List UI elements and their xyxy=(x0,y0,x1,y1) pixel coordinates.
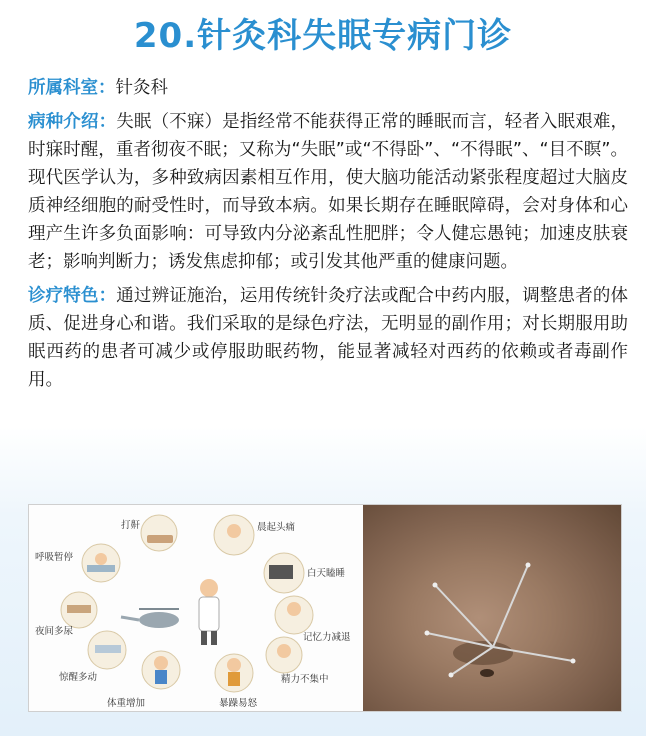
label-dreamy-wake: 惊醒多动 xyxy=(59,672,98,683)
features-text: 通过辨证施治，运用传统针灸疗法或配合中药内服，调整患者的体质、促进身心和谐。我们采取的是绿色疗法，无明显的副作用；对长期服用助眠西药的患者可减少或停服助眠药物，能显著减轻对西药的依赖或者毒副作用。 xyxy=(28,286,629,390)
label-irritable: 暴躁易怒 xyxy=(219,698,258,709)
content-body xyxy=(28,74,628,400)
department-label: 所属科室： xyxy=(28,78,116,98)
features-label: 诊疗特色： xyxy=(28,286,117,306)
label-snoring: 打鼾 xyxy=(121,520,141,531)
introduction-paragraph xyxy=(28,108,628,276)
label-morning-headache: 晨起头痛 xyxy=(257,522,296,533)
acupuncture-photo xyxy=(363,505,621,711)
acupuncture-needles-image xyxy=(363,505,621,711)
features-paragraph xyxy=(28,282,628,394)
introduction-text: 失眠（不寐）是指经常不能获得正常的睡眠而言，轻者入眠艰难，时寐时醒，重者彻夜不眠；又称为“失眠”或“不得卧”、“不得眠”、“目不瞑”。现代医学认为，多种致病因素相互作用，使大脑功能活动紧张程度超过大脑皮质神经细胞的耐受性时，而导致本病。如果长期存在睡眠障碍，会对身体和心理产生许多负面影响：可导致内分泌紊乱性肥胖；令人健忘愚钝；加速皮肤衰老；影响判断力；诱发焦虑抑郁；或引发其他严重的健康问题。 xyxy=(28,112,629,272)
label-apnea: 呼吸暂停 xyxy=(35,552,74,563)
label-memory-decline: 记忆力减退 xyxy=(303,632,351,643)
label-poor-focus: 精力不集中 xyxy=(281,674,329,685)
label-daytime-sleepy: 白天瞌睡 xyxy=(307,568,346,579)
page-title: 20.针灸科失眠专病门诊 xyxy=(133,16,513,56)
introduction-label: 病种介绍： xyxy=(28,112,117,132)
label-night-urination: 夜间多尿 xyxy=(35,626,74,637)
label-weight-gain: 体重增加 xyxy=(107,698,146,709)
symptoms-cartoon xyxy=(29,505,363,711)
department-value: 针灸科 xyxy=(115,78,168,98)
department-paragraph xyxy=(28,74,628,102)
illustration-figure xyxy=(28,504,622,712)
